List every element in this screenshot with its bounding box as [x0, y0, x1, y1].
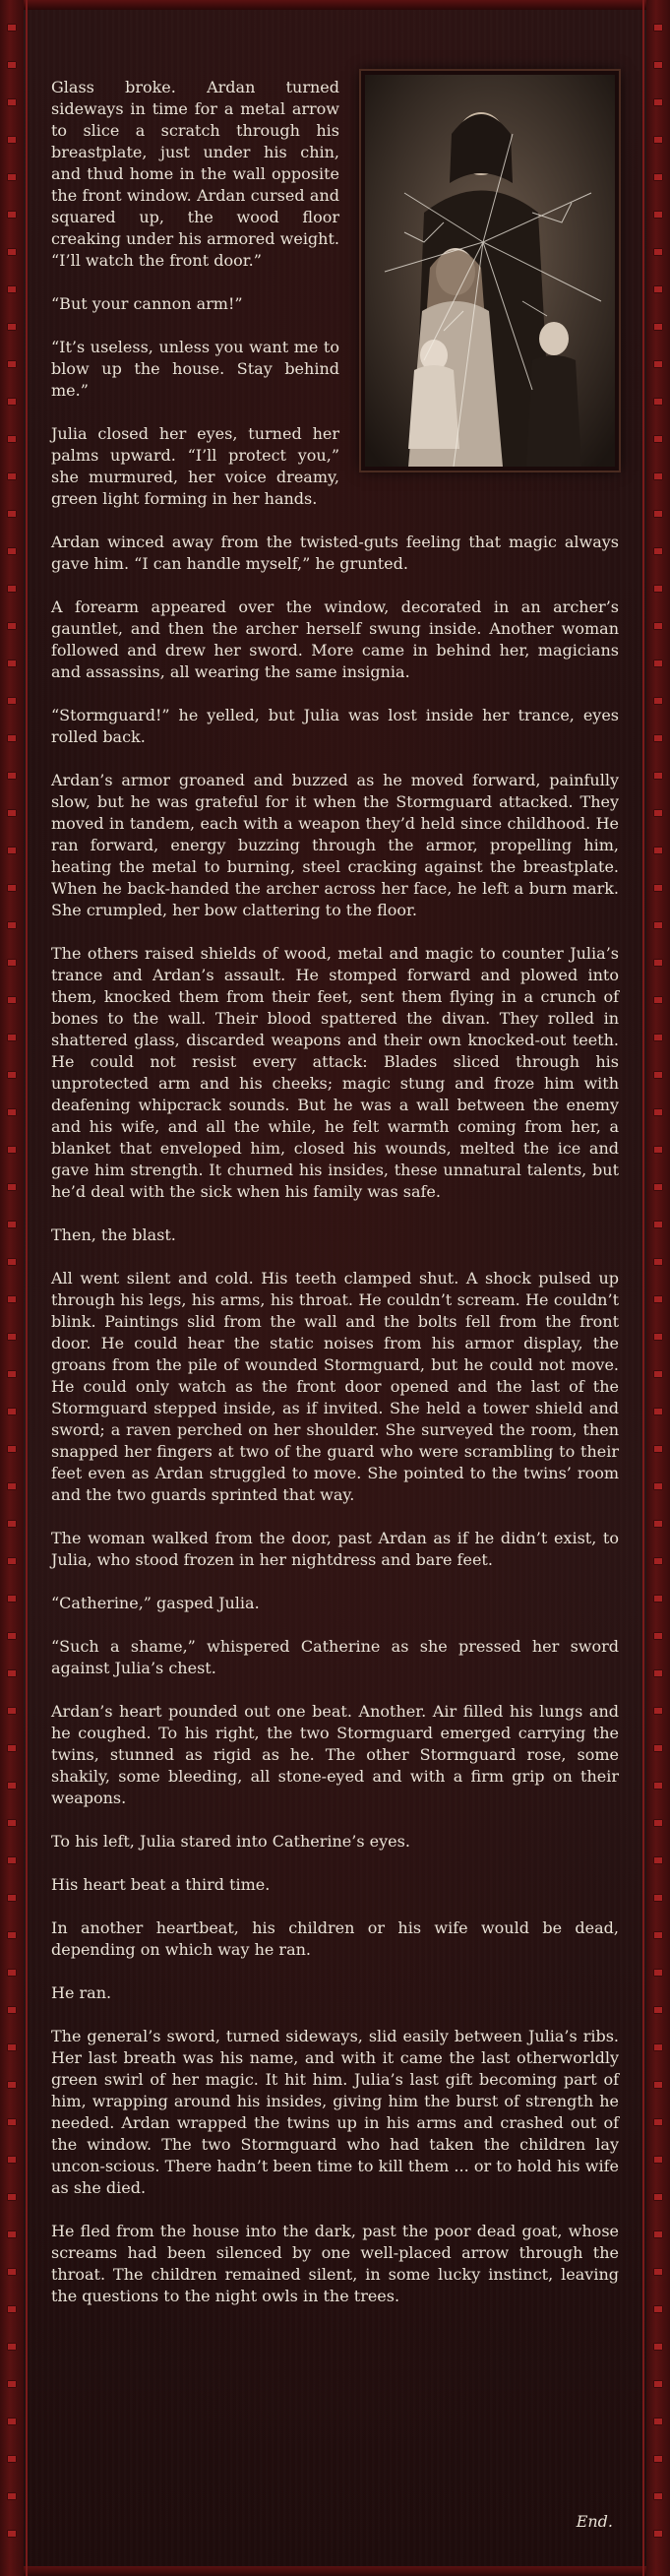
border-ornament [653, 1370, 663, 1378]
border-ornament [653, 285, 663, 293]
border-ornament [653, 1595, 663, 1602]
paragraph: Then, the blast. [51, 1225, 176, 1244]
border-ornament [7, 959, 17, 967]
border-ornament [653, 2193, 663, 2201]
border-ornament [653, 2305, 663, 2313]
paragraph: In another heartbeat, his children or his wife would be dead, depending on which way he ran. [51, 1918, 619, 1959]
paragraph: The woman walked from the door, past Ardan as if he didn’t exist, to Julia, who stood frozen in her nightdress and bare feet. [51, 1529, 619, 1569]
border-ornament [7, 285, 17, 293]
border-ornament [7, 1632, 17, 1640]
border-ornament [653, 1482, 663, 1490]
border-ornament [653, 1445, 663, 1453]
border-ornament [653, 323, 663, 331]
border-ornament [7, 1969, 17, 1977]
border-ornament [653, 1894, 663, 1902]
paragraph: “But your cannon arm!” [51, 294, 243, 313]
border-ornament [653, 547, 663, 555]
border-ornament [653, 211, 663, 219]
border-ornament [7, 1295, 17, 1303]
border-ornament [7, 2305, 17, 2313]
border-ornament [653, 921, 663, 929]
border-ornament [7, 2156, 17, 2164]
border-ornament [653, 1071, 663, 1079]
border-ornament [7, 1408, 17, 1415]
border-ornament [7, 1034, 17, 1041]
paragraph: Ardan’s armor groaned and buzzed as he moved forward, painfully slow, but he was grateful for it when the Stormguard attacked. They moved in tandem, each with a weapon they’d held since childhood. He ran forward, energy buzzing through the armor, propelling him, heating the metal to burning, steel cracking against the breastplate. When he back-handed the archer across her face, he left a burn mark. She crumpled, her bow clattering to the floor. [51, 771, 619, 919]
border-ornament [7, 2492, 17, 2500]
border-ornament [653, 1333, 663, 1341]
paragraph: “It’s useless, unless you want me to blow up the house. Stay behind me.” [51, 338, 339, 400]
border-ornament [7, 884, 17, 892]
border-ornament [653, 809, 663, 817]
border-ornament [653, 622, 663, 630]
border-ornament [653, 1258, 663, 1266]
right-border-rail [646, 0, 670, 2576]
border-ornament [7, 136, 17, 144]
paragraph: He ran. [51, 1983, 112, 2002]
border-ornament [653, 2118, 663, 2126]
border-ornament [653, 2343, 663, 2351]
paragraph: Ardan winced away from the twisted-guts feeling that magic always gave him. “I can handle myself,” he grunted. [51, 533, 619, 573]
border-ornament [7, 1595, 17, 1602]
border-ornament [653, 660, 663, 667]
border-ornament [7, 809, 17, 817]
paragraph: All went silent and cold. His teeth clamped shut. A shock pulsed up through his legs, his arms, his throat. He couldn’t scream. He couldn’t blink. Paintings slid from the wall and the bolts fell from the front door. He could hear the static noises from his armor display, the groans from the pile of wounded Stormguard, but he could not move. He could only watch as the front door opened and the last of the Stormguard stepped inside, as if invited. She held a tower shield and sword; a raven perched on her shoulder. She surveyed the room, then snapped her fingers at two of the guard who were scrambling to their feet even as Ardan struggled to move. She pointed to the twins’ room and the two guards sprinted that way. [51, 1269, 619, 1504]
bottom-border [0, 2566, 670, 2576]
border-ornament [7, 1931, 17, 1939]
border-ornament [653, 585, 663, 593]
border-ornament [7, 1819, 17, 1827]
border-ornament [7, 1370, 17, 1378]
border-ornament [653, 734, 663, 742]
border-ornament [7, 1333, 17, 1341]
border-ornament [7, 435, 17, 443]
border-ornament [7, 1856, 17, 1864]
border-ornament [7, 323, 17, 331]
end-label: End. [576, 2512, 613, 2531]
border-ornament [653, 2380, 663, 2388]
border-ornament [7, 1894, 17, 1902]
border-ornament [653, 1969, 663, 1977]
border-ornament [653, 1520, 663, 1528]
border-ornament [7, 660, 17, 667]
border-ornament [653, 2043, 663, 2051]
border-ornament [653, 996, 663, 1004]
border-ornament [653, 1669, 663, 1677]
border-ornament [653, 1856, 663, 1864]
border-ornament [653, 1034, 663, 1041]
border-ornament [7, 585, 17, 593]
paragraph: To his left, Julia stared into Catherine’s eyes. [51, 1832, 410, 1851]
border-ornament [653, 510, 663, 518]
border-ornament [653, 1931, 663, 1939]
border-ornament [653, 24, 663, 31]
paragraph: His heart beat a third time. [51, 1875, 271, 1894]
border-ornament [653, 360, 663, 368]
border-ornament [7, 472, 17, 480]
border-ornament [653, 2492, 663, 2500]
border-ornament [653, 2081, 663, 2089]
border-ornament [7, 1221, 17, 1228]
border-ornament [653, 435, 663, 443]
border-ornament [7, 2343, 17, 2351]
border-ornament [653, 1408, 663, 1415]
border-ornament [7, 2230, 17, 2238]
border-ornament [653, 2230, 663, 2238]
border-ornament [653, 1295, 663, 1303]
border-ornament [7, 360, 17, 368]
border-ornament [653, 1183, 663, 1191]
paragraph: “Stormguard!” he yelled, but Julia was lost inside her trance, eyes rolled back. [51, 706, 619, 746]
portrait-image [361, 71, 619, 471]
border-ornament [7, 24, 17, 31]
border-ornament [653, 959, 663, 967]
border-ornament [7, 98, 17, 106]
border-ornament [7, 2193, 17, 2201]
paragraph: Glass broke. Ardan turned sideways in time for a metal arrow to slice a scratch through his breastplate, just under his chin, and thud home in the wall opposite the front window. Ardan cursed and squared up, the wood floor creaking under his armored weight. “I’ll watch the front door.” [51, 78, 339, 270]
border-ornament [653, 2418, 663, 2425]
paragraph: The general’s sword, turned sideways, slid easily between Julia’s ribs. Her last breath was his name, and with it came the last otherworldly green swirl of her magic. It hit him. Julia’s last gift becoming part of him, wrapping around his insides, giving him the burst of strength he needed. Ardan wrapped the twins up in his arms and crashed out of the window. The two Stormguard who had taken the children lay uncon-scious. There hadn’t been time to kill them ... or to hold his wife as she died. [51, 2027, 619, 2197]
border-ornament [653, 1146, 663, 1154]
border-ornament [653, 1782, 663, 1790]
border-ornament [7, 547, 17, 555]
border-ornament [653, 2156, 663, 2164]
border-ornament [653, 1744, 663, 1752]
right-border-line [642, 0, 644, 2576]
border-ornament [7, 173, 17, 181]
border-ornament [653, 847, 663, 854]
border-ornament [7, 2380, 17, 2388]
story-text [51, 77, 619, 2329]
border-ornament [7, 1146, 17, 1154]
border-ornament [7, 2043, 17, 2051]
border-ornament [7, 772, 17, 780]
border-ornament [653, 1707, 663, 1715]
paragraph: The others raised shields of wood, metal and magic to counter Julia’s trance and Ardan’s assault. He stomped forward and plowed into them, knocked them from their feet, sent them flying in a crunch of bones to the wall. Their blood spattered the divan. They rolled in shattered glass, discarded weapons and their own knocked-out teeth. He could not resist every attack: Blades sliced through his unprotected arm and his cheeks; magic stung and froze him with deafening whipcrack sounds. But he was a wall between the enemy and his wife, and all the while, he felt warmth coming from her, a blanket that enveloped him, closed his wounds, melted the ice and gave him strength. It churned his insides, these unnatural talents, but he’d deal with the sick when his family was safe. [51, 944, 619, 1201]
border-ornament [7, 1707, 17, 1715]
border-ornament [653, 98, 663, 106]
border-ornament [7, 996, 17, 1004]
paragraph: He fled from the house into the dark, past the poor dead goat, whose screams had been silenced by one well-placed arrow through the throat. The children remained silent, in some lucky instinct, leaving the questions to the night owls in the trees. [51, 2222, 619, 2305]
border-ornament [653, 697, 663, 705]
border-ornament [7, 1445, 17, 1453]
border-ornament [7, 2268, 17, 2276]
border-ornament [653, 472, 663, 480]
left-border-rail [0, 0, 24, 2576]
border-ornament [653, 1557, 663, 1565]
border-ornament [7, 734, 17, 742]
border-ornament [653, 2530, 663, 2538]
left-border-line [26, 0, 28, 2576]
border-ornament [653, 772, 663, 780]
border-ornament [7, 2418, 17, 2425]
border-ornament [7, 510, 17, 518]
border-ornament [7, 61, 17, 69]
border-ornament [7, 1482, 17, 1490]
top-border [0, 0, 670, 10]
border-ornament [7, 2118, 17, 2126]
portrait-illustration [365, 75, 615, 467]
border-ornament [653, 398, 663, 406]
border-ornament [653, 1819, 663, 1827]
border-ornament [7, 2081, 17, 2089]
paragraph: Julia closed her eyes, turned her palms upward. “I’ll protect you,” she murmured, her voice dreamy, green light forming in her hands. [51, 424, 339, 508]
border-ornament [653, 1221, 663, 1228]
border-ornament [653, 2268, 663, 2276]
border-ornament [653, 173, 663, 181]
border-ornament [653, 884, 663, 892]
border-ornament [7, 398, 17, 406]
border-ornament [653, 61, 663, 69]
border-ornament [7, 1669, 17, 1677]
border-ornament [7, 2006, 17, 2014]
border-ornament [7, 1071, 17, 1079]
border-ornament [7, 1258, 17, 1266]
border-ornament [7, 1520, 17, 1528]
border-ornament [7, 622, 17, 630]
border-ornament [653, 2006, 663, 2014]
paragraph: “Catherine,” gasped Julia. [51, 1594, 260, 1612]
border-ornament [7, 847, 17, 854]
border-ornament [7, 248, 17, 256]
border-ornament [7, 1183, 17, 1191]
border-ornament [7, 2530, 17, 2538]
paragraph: “Such a shame,” whispered Catherine as she pressed her sword against Julia’s chest. [51, 1637, 619, 1677]
paragraph: A forearm appeared over the window, decorated in an archer’s gauntlet, and then the archer herself swung inside. Another woman followed and drew her sword. More came in behind her, magicians and assassins, all wearing the same insignia. [51, 597, 619, 681]
border-ornament [7, 697, 17, 705]
border-ornament [653, 136, 663, 144]
border-ornament [7, 211, 17, 219]
paragraph: Ardan’s heart pounded out one beat. Another. Air filled his lungs and he coughed. To his right, the two Stormguard emerged carrying the twins, stunned as rigid as he. The other Stormguard rose, some shakily, some bleeding, all stone-eyed and with a firm grip on their weapons. [51, 1702, 619, 1807]
border-ornament [653, 1108, 663, 1116]
border-ornament [7, 1744, 17, 1752]
border-ornament [7, 2455, 17, 2463]
border-ornament [7, 1782, 17, 1790]
border-ornament [653, 1632, 663, 1640]
border-ornament [653, 2455, 663, 2463]
border-ornament [653, 248, 663, 256]
border-ornament [7, 1557, 17, 1565]
border-ornament [7, 1108, 17, 1116]
border-ornament [7, 921, 17, 929]
